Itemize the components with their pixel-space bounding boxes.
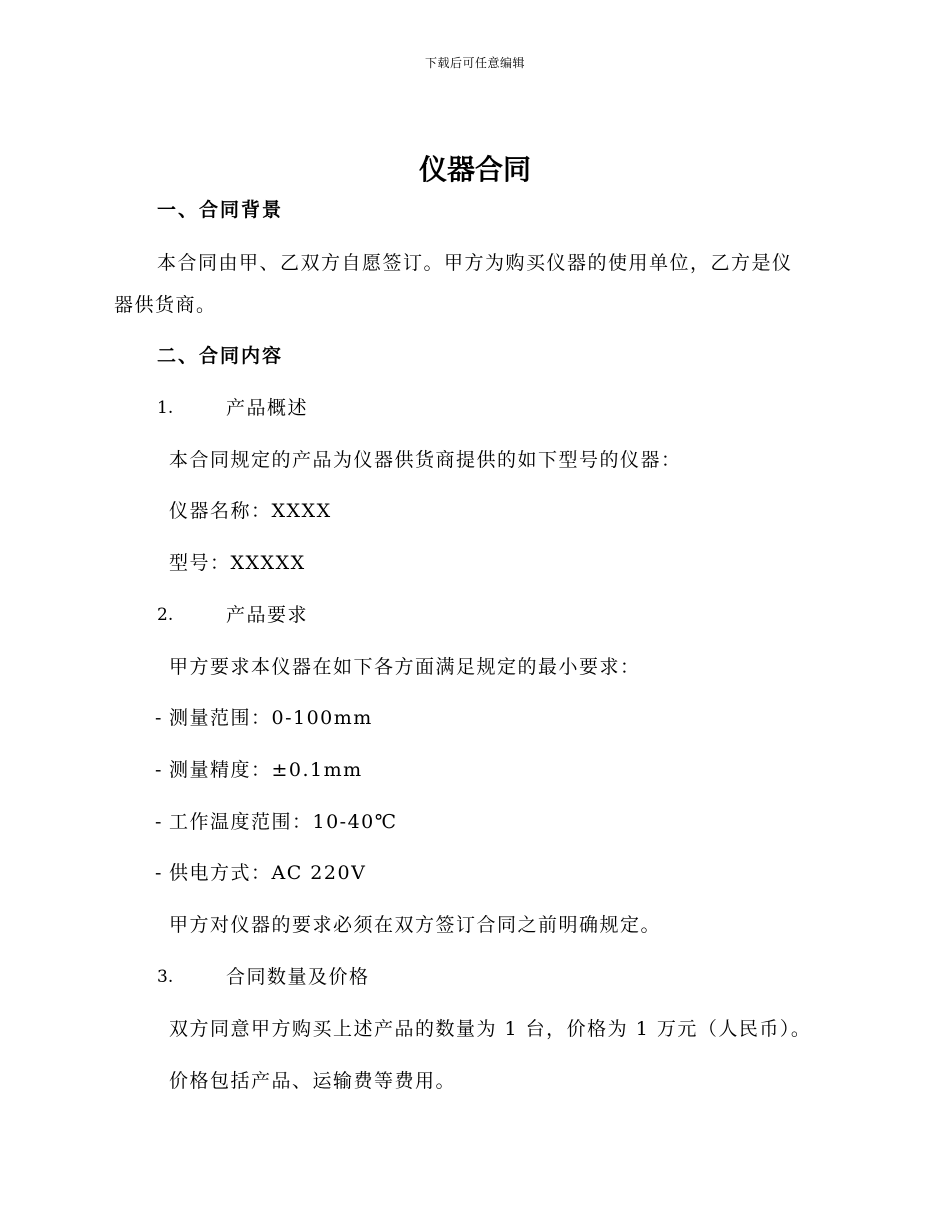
instrument-name-line: 仪器名称：XXXX xyxy=(169,500,332,522)
item-number-2: 2. xyxy=(157,605,174,625)
requirement-item xyxy=(155,859,366,887)
section-heading-content: 二、合同内容 xyxy=(157,345,284,367)
list-dash: - xyxy=(155,811,163,833)
background-paragraph-line-1: 本合同由甲、乙双方自愿签订。甲方为购买仪器的使用单位，乙方是仪 xyxy=(157,252,793,274)
product-overview-intro: 本合同规定的产品为仪器供货商提供的如下型号的仪器： xyxy=(169,449,682,471)
requirement-item xyxy=(155,808,398,836)
list-dash: - xyxy=(155,759,163,781)
list-dash: - xyxy=(155,862,163,884)
list-dash: - xyxy=(155,707,163,729)
model-line: 型号：XXXXX xyxy=(169,552,306,574)
quantity-price-line-2: 价格包括产品、运输费等费用。 xyxy=(169,1070,457,1092)
item-title-product-overview: 产品概述 xyxy=(226,397,309,419)
section-heading-background: 一、合同背景 xyxy=(157,199,284,221)
requirements-closing: 甲方对仪器的要求必须在双方签订合同之前明确规定。 xyxy=(169,914,662,936)
document-title: 仪器合同 xyxy=(418,153,531,186)
requirements-intro: 甲方要求本仪器在如下各方面满足规定的最小要求： xyxy=(169,656,641,678)
requirement-text: 工作温度范围：10-40℃ xyxy=(169,811,398,833)
item-number-3: 3. xyxy=(157,967,174,987)
background-paragraph-line-2: 器供货商。 xyxy=(114,294,217,316)
requirement-item xyxy=(155,756,363,784)
header-note: 下载后可任意编辑 xyxy=(424,56,525,70)
item-title-product-requirements: 产品要求 xyxy=(226,604,309,626)
requirement-text: 测量范围：0-100mm xyxy=(169,707,373,729)
item-number-1: 1. xyxy=(157,398,174,418)
requirement-text: 供电方式：AC 220V xyxy=(169,862,367,884)
requirement-item xyxy=(155,704,373,732)
requirement-text: 测量精度：±0.1mm xyxy=(169,759,363,781)
item-title-quantity-price: 合同数量及价格 xyxy=(226,966,370,988)
quantity-price-line-1: 双方同意甲方购买上述产品的数量为 1 台，价格为 1 万元（人民币）。 xyxy=(169,1018,812,1040)
